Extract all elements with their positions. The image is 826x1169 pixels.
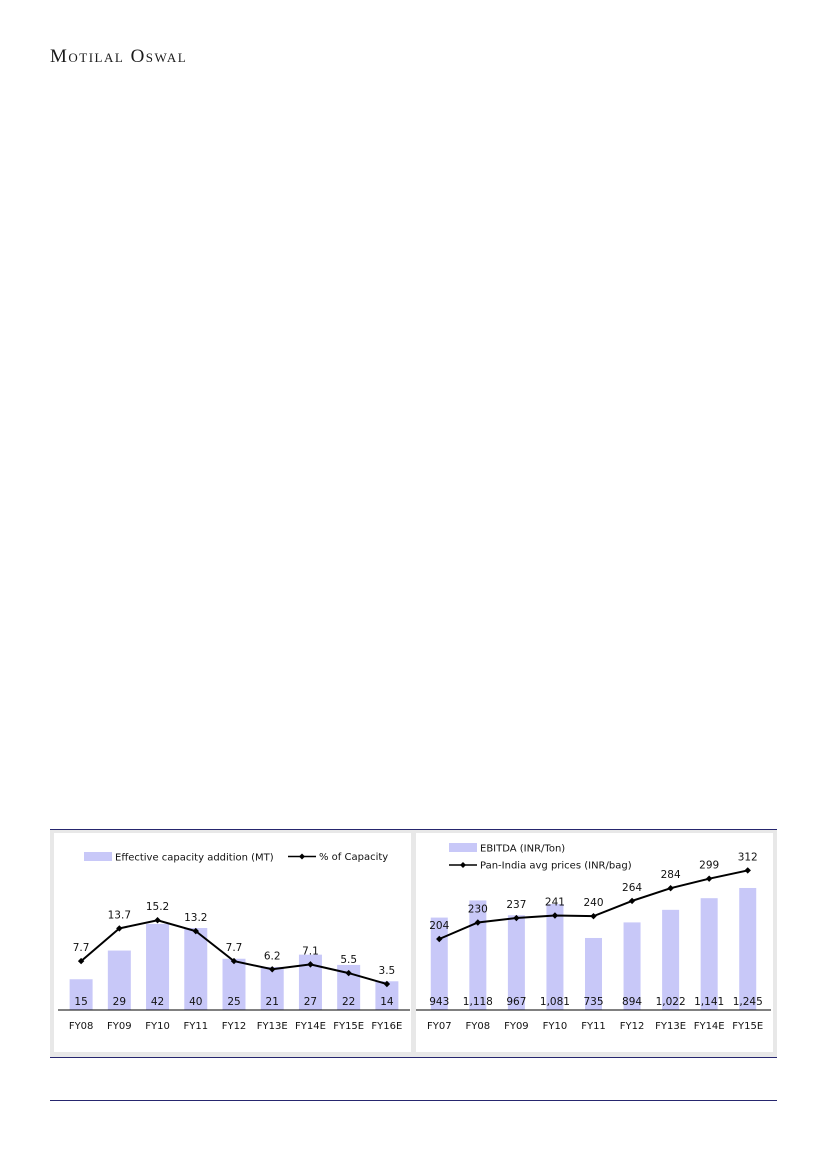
bar-FY14E (701, 898, 718, 1010)
line-value-label-FY12: 7.7 (225, 942, 243, 955)
bar-value-label-FY09: 967 (506, 996, 527, 1008)
bar-value-label-FY08: 1,118 (462, 996, 493, 1008)
x-tick-label-FY11: FY11 (183, 1021, 209, 1032)
line-point-FY12 (629, 898, 635, 904)
line-value-label-FY11: 13.2 (184, 912, 208, 925)
bar-FY08 (469, 900, 486, 1010)
legend-bar-swatch (449, 843, 477, 852)
legend-line-label: Pan-India avg prices (INR/bag) (480, 860, 632, 872)
legend-bar-label: Effective capacity addition (MT) (115, 852, 274, 864)
bar-value-label-FY14E: 1,141 (694, 996, 725, 1008)
bar-value-label-FY11: 40 (189, 996, 203, 1008)
brand-logo: Motilal Oswal (50, 46, 188, 67)
legend-line-marker (299, 854, 305, 860)
line-point-FY11 (590, 913, 596, 919)
x-tick-label-FY16E: FY16E (371, 1021, 403, 1032)
line-value-label-FY13E: 6.2 (263, 950, 281, 963)
line-value-label-FY12: 264 (622, 881, 643, 894)
x-tick-label-FY11: FY11 (581, 1021, 606, 1032)
x-tick-label-FY09: FY09 (107, 1021, 132, 1032)
line-value-label-FY07: 204 (429, 920, 450, 932)
line-point-FY15E (745, 867, 751, 873)
footer-rule (50, 1100, 777, 1101)
bar-value-label-FY12: 25 (227, 996, 241, 1008)
line-point-FY13E (667, 885, 673, 891)
bar-FY13E (662, 910, 679, 1010)
x-tick-label-FY10: FY10 (542, 1021, 568, 1032)
ebitda-price-svg (416, 833, 773, 1052)
line-value-label-FY14E: 7.1 (302, 945, 319, 958)
capacity-addition-chart (54, 833, 411, 1052)
bar-value-label-FY15E: 1,245 (732, 996, 763, 1008)
x-tick-label-FY15E: FY15E (732, 1021, 764, 1032)
x-tick-label-FY10: FY10 (145, 1021, 170, 1032)
bar-FY15E (739, 888, 756, 1010)
bar-value-label-FY07: 943 (429, 996, 450, 1008)
line-point-FY14E (706, 875, 712, 881)
capacity-addition-svg (54, 833, 411, 1052)
bar-value-label-FY11: 735 (583, 996, 604, 1008)
line-value-label-FY08: 7.7 (72, 942, 90, 955)
x-tick-label-FY07: FY07 (426, 1021, 452, 1032)
line-value-label-FY10: 15.2 (145, 901, 170, 914)
x-tick-label-FY08: FY08 (465, 1021, 491, 1032)
line-value-label-FY14E: 299 (699, 859, 720, 872)
x-tick-label-FY12: FY12 (619, 1021, 645, 1032)
legend-bar-swatch (84, 852, 112, 861)
line-value-label-FY16E: 3.5 (378, 965, 396, 977)
line-value-label-FY10: 241 (544, 896, 565, 909)
legend-line-label: % of Capacity (319, 852, 389, 863)
bar-value-label-FY08: 15 (74, 996, 88, 1008)
bar-value-label-FY10: 1,081 (539, 996, 570, 1008)
line-value-label-FY09: 237 (506, 899, 527, 912)
line-value-label-FY15E: 5.5 (340, 954, 358, 967)
line-value-label-FY15E: 312 (737, 851, 758, 864)
x-tick-label-FY12: FY12 (221, 1021, 247, 1032)
bar-value-label-FY13E: 21 (265, 996, 279, 1008)
ebitda-price-chart (416, 833, 773, 1052)
bar-value-label-FY12: 894 (622, 996, 643, 1008)
line-point-FY10 (154, 917, 160, 923)
bar-value-label-FY10: 42 (150, 996, 165, 1008)
x-tick-label-FY13E: FY13E (256, 1021, 288, 1032)
legend-line-marker (460, 862, 466, 868)
bar-value-label-FY15E: 22 (341, 996, 356, 1008)
bar-value-label-FY14E: 27 (303, 996, 318, 1008)
bar-FY10 (546, 904, 563, 1010)
x-tick-label-FY13E: FY13E (655, 1021, 687, 1032)
line-value-label-FY11: 240 (583, 897, 604, 910)
legend-bar-label: EBITDA (INR/Ton) (480, 843, 566, 855)
line-value-label-FY08: 230 (467, 903, 488, 916)
bar-value-label-FY09: 29 (112, 996, 127, 1008)
line-value-label-FY13E: 284 (660, 869, 681, 882)
x-tick-label-FY15E: FY15E (333, 1021, 365, 1032)
x-tick-label-FY08: FY08 (68, 1021, 94, 1032)
bar-value-label-FY16E: 14 (380, 996, 394, 1008)
bar-value-label-FY13E: 1,022 (655, 996, 686, 1008)
line-value-label-FY09: 13.7 (107, 909, 132, 922)
x-tick-label-FY14E: FY14E (294, 1021, 326, 1032)
x-tick-label-FY09: FY09 (504, 1021, 529, 1032)
x-tick-label-FY14E: FY14E (693, 1021, 725, 1032)
